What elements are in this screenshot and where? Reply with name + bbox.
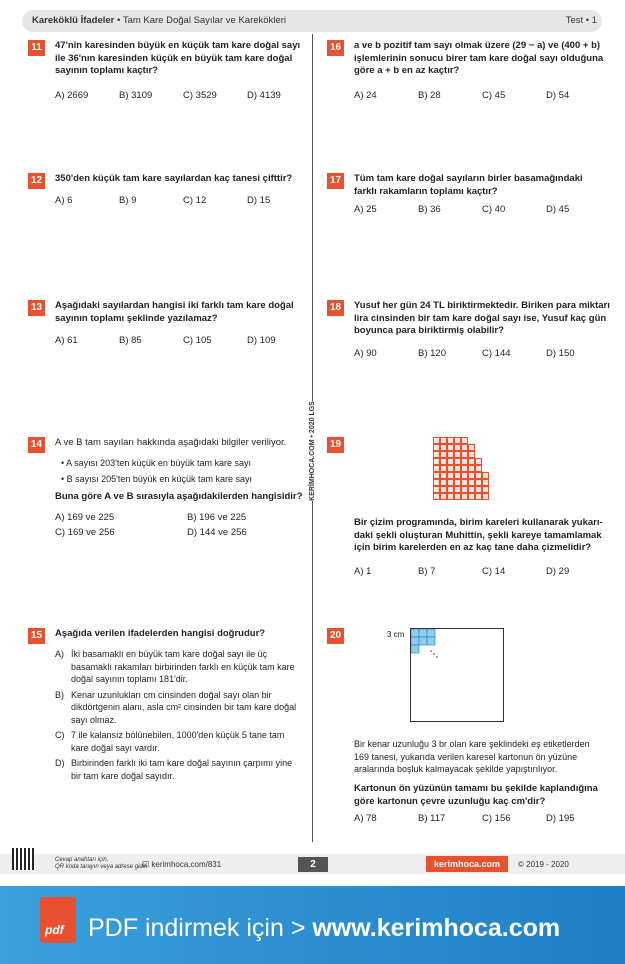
option-d[interactable]: D) 54 [546,90,570,101]
unit-square [468,437,475,444]
unit-square [475,472,482,479]
unit-square [454,493,461,500]
copyright: © 2019 - 2020 [518,860,569,869]
unit-square [482,458,489,465]
question-18 [327,300,612,365]
unit-square [461,472,468,479]
option-c[interactable]: C) 45 [482,90,506,101]
question-number: 20 [327,628,344,644]
question-16 [327,40,612,110]
unit-square [489,451,496,458]
unit-square [489,479,496,486]
option-a[interactable]: A) 169 ve 225 [55,512,115,523]
option-b[interactable]: B) 117 [418,813,446,824]
unit-square [454,465,461,472]
unit-square [447,444,454,451]
qr-note-line: Cevap anahtarı için, [55,857,109,863]
unit-square [489,444,496,451]
statement-label: A) [55,649,64,659]
banner-url: www.kerimhoca.com [312,914,561,942]
bullet-a: • A sayısı 203'ten küçük en büyük tam kare sayı [61,458,251,468]
subject: Kareköklü İfadeler [32,15,115,26]
unit-square [468,444,475,451]
unit-square [482,444,489,451]
unit-square [461,437,468,444]
options [354,566,610,579]
statement-text: İki basamaklı en büyük tam kare doğal sayı ile üç basamaklı rakamları birbirinden farklı en küçük tam kare doğal sayının toplamı 181'dir. [71,649,295,684]
qr-note [55,857,147,871]
banner-text[interactable] [88,914,560,943]
unit-square [447,479,454,486]
stem-line: sayının toplamı şeklinde yazılamaz? [55,312,218,324]
header-title [32,15,286,26]
question-stem [55,173,292,186]
unit-square [489,486,496,493]
option-a[interactable]: A) 6 [55,195,73,206]
unit-square [454,451,461,458]
stem-line: lira cinsinden bir tam kare doğal sayı ise, Yusuf kaç gün [354,312,607,324]
question-19 [327,437,612,582]
question-number: 19 [327,437,344,453]
question-stem [354,300,610,338]
stem-line: Kartonun ön yüzünün tamamı bu şekilde kaplandığına [354,783,598,794]
options [55,512,307,539]
statement-b[interactable] [55,689,300,727]
question-14 [28,437,308,547]
statement-label: D) [55,758,65,768]
unit-square [440,472,447,479]
option-b[interactable]: B) 36 [418,204,441,215]
question-13 [28,300,308,350]
options [55,195,311,208]
unit-square [440,479,447,486]
unit-square [468,493,475,500]
option-c[interactable]: C) 3529 [183,90,217,101]
question-number: 17 [327,173,344,189]
unit-square [440,493,447,500]
unit-square [433,465,440,472]
unit-square [482,451,489,458]
unit-square [468,451,475,458]
option-b[interactable]: B) 3109 [119,90,153,101]
unit-square [447,458,454,465]
unit-square [454,486,461,493]
question-stem: A ve B tam sayıları hakkında aşağıdaki bilgiler veriliyor. [55,437,287,448]
option-c[interactable]: C) 14 [482,566,506,577]
unit-square [475,458,482,465]
question-number: 16 [327,40,344,56]
label-tiles [411,629,441,659]
unit-square [454,458,461,465]
stem-line: 47'nin karesinden büyük en küçük tam kare doğal sayı [55,40,301,51]
unit-square [461,486,468,493]
unit-square [440,444,447,451]
option-a[interactable]: A) 90 [354,348,377,359]
option-b[interactable]: B) 28 [418,90,441,101]
qr-code-icon[interactable] [12,848,34,870]
unit-square [447,437,454,444]
option-c[interactable]: C) 12 [183,195,207,206]
unit-square [440,465,447,472]
unit-square [447,493,454,500]
unit-square [461,493,468,500]
unit-square [454,472,461,479]
question-stem [354,40,603,78]
option-c[interactable]: C) 169 ve 256 [55,526,115,538]
unit-square [433,437,440,444]
option-d[interactable]: D) 150 [546,348,575,359]
square-label: 3 cm [387,630,405,639]
unit-square [482,472,489,479]
unit-square [475,493,482,500]
option-c[interactable]: C) 156 [482,813,511,824]
question-stem [354,517,603,555]
options [354,813,610,826]
question-15 [28,628,308,803]
stem-line: ile 36'nın karesinden küçük en büyük tam kare doğal [55,52,293,64]
stem-line: 169 tanesi, yukarıda verilen karesel kartonun ön yüzüne [354,751,578,762]
unit-square [433,479,440,486]
carton-square [410,628,504,722]
unit-square [433,472,440,479]
stem-line: Aşağıdaki sayılardan hangisi iki farklı tam kare doğal [55,300,294,311]
unit-square [454,479,461,486]
option-d[interactable]: D) 195 [546,813,575,824]
options [354,204,610,217]
option-a[interactable]: A) 1 [354,566,372,577]
option-b[interactable]: B) 196 ve 225 [187,512,247,523]
question-stem [55,300,294,325]
option-c[interactable]: C) 40 [482,204,506,215]
pdf-icon-text: pdf [45,923,64,937]
question-number: 11 [28,40,45,56]
unit-square [489,493,496,500]
question-stem: Aşağıda verilen ifadelerden hangisi doğrudur? [55,628,266,639]
banner-text-pre: PDF indirmek için > [88,914,313,942]
page-number: 2 [298,857,328,872]
option-d[interactable]: D) 109 [247,335,276,346]
statement-list [55,648,300,785]
brand-badge[interactable]: kerimhoca.com [426,856,508,872]
unit-square [461,465,468,472]
unit-square [447,465,454,472]
question-17 [327,173,612,223]
unit-square [475,479,482,486]
unit-square [489,437,496,444]
statement-label: B) [55,689,64,700]
unit-square [447,451,454,458]
unit-square [461,479,468,486]
option-b[interactable]: B) 7 [418,566,436,577]
stem-line: Yusuf her gün 24 TL biriktirmektedir. Biriken para miktarı [354,300,610,311]
option-d[interactable]: D) 15 [247,195,271,206]
unit-square [468,472,475,479]
statement-text: Kenar uzunlukları cm cinsinden doğal sayı olan bir dikdörtgenin alanı, asla cm² cinsinden bir tam kare doğal sayı olmaz. [71,689,297,725]
unit-square [468,458,475,465]
option-b[interactable]: B) 9 [119,195,137,206]
options [354,348,610,361]
unit-square [454,444,461,451]
unit-square [475,465,482,472]
option-a[interactable]: A) 24 [354,90,377,101]
question-12 [28,173,308,213]
option-a[interactable]: A) 78 [354,813,377,824]
stem-line: göre kartonun çevre uzunluğu kaç cm'dir? [354,795,546,807]
unit-square [489,465,496,472]
option-b[interactable]: B) 120 [418,348,446,359]
unit-square [461,451,468,458]
stem-line: farklı rakamların toplamı kaçtır? [354,185,498,197]
test-label: Test • 1 [565,15,597,26]
question-number: 15 [28,628,45,644]
side-text: KERİMHOCA.COM • 2020 LGS [306,401,318,501]
unit-square [433,493,440,500]
unit-square [440,486,447,493]
option-a[interactable]: A) 25 [354,204,377,215]
stem-line: için birim karelerden en az kaç tane daha çizmelidir? [354,542,592,553]
option-d[interactable]: D) 29 [546,566,570,577]
question-stem [354,738,590,776]
unit-square [440,437,447,444]
question-number: 18 [327,300,344,316]
question-stem [354,173,583,198]
unit-square [447,472,454,479]
unit-square [433,458,440,465]
stem-line: Tüm tam kare doğal sayıların birler basamağındaki [354,173,583,184]
option-d[interactable]: D) 4139 [247,90,281,101]
question-20 [327,628,612,828]
stem-line: 350'den küçük tam kare sayılardan kaç tanesi çifttir? [55,173,293,184]
question-number: 13 [28,300,45,316]
unit-square [447,486,454,493]
unit-square [440,451,447,458]
option-a[interactable]: A) 2669 [55,90,89,101]
statement-text: Birbirinden farklı iki tam kare doğal sayının çarpımı yine bir tam kare doğal sayıdır. [71,758,293,781]
option-c[interactable]: C) 144 [482,348,511,359]
unit-square [461,444,468,451]
unit-square [454,437,461,444]
pdf-icon [40,897,76,943]
stem-line: Bir kenar uzunluğu 3 br olan kare şeklindeki eş etiketlerden [354,739,590,749]
stem-line: sayının toplamı kaçtır? [55,65,158,76]
statement-a[interactable] [55,648,300,686]
bullet-b: • B sayısı 205'ten büyük en küçük tam kare sayı [61,474,252,484]
stem-line: işlemlerinin sonucu birer tam kare doğal sayı olduğuna [354,52,604,64]
statement-d[interactable] [55,757,300,782]
unit-square [475,451,482,458]
unit-square [482,465,489,472]
question-number: 14 [28,437,45,453]
stem-line: a ve b pozitif tam sayı olmak üzere (29 − a) ve (400 + b) [354,40,601,51]
stem-line: boyunca para biriktirmiş olabilir? [354,325,504,336]
unit-square-figure [433,437,496,500]
stem-line: göre a + b en az kaçtır? [354,65,460,76]
stem-line: aralarında boşluk kalmayacak şekilde yapıştırılıyor. [354,764,558,774]
unit-square [482,437,489,444]
statement-text: 7 ile kalansız bölünebilen, 1000'den küçük 5 tane tam kare doğal sayı vardır. [71,730,285,753]
option-a[interactable]: A) 61 [55,335,78,346]
unit-square [433,486,440,493]
unit-square [475,444,482,451]
options [55,90,311,103]
unit-square [489,458,496,465]
statement-c[interactable] [55,729,300,754]
unit-square [482,486,489,493]
sep: • [117,15,121,26]
option-c[interactable]: C) 105 [183,335,212,346]
unit-square [489,472,496,479]
unit-square [482,479,489,486]
question-prompt [354,783,598,808]
unit-square [468,486,475,493]
unit-square [433,451,440,458]
unit-square [475,437,482,444]
qr-note-line: QR koda tarayın veya adrese gidin [55,864,148,870]
question-stem [55,40,300,78]
unit-square [475,486,482,493]
stem-line: Bir çizim programında, birim kareleri kullanarak yukarı- [354,517,603,528]
unit-square [433,444,440,451]
question-11 [28,40,308,110]
option-b[interactable]: B) 85 [119,335,142,346]
unit-square [482,493,489,500]
option-d[interactable]: D) 45 [546,204,570,215]
stem-line: daki şekli oluşturan Muhittin, şekli kareye tamamlamak [354,529,602,541]
statement-label: C) [55,730,65,740]
option-d[interactable]: D) 144 ve 256 [187,526,247,538]
question-number: 12 [28,173,45,189]
question-prompt: Buna göre A ve B sırasıyla aşağıdakilerden hangisidir? [55,491,303,502]
unit-square [468,479,475,486]
unit-square [468,465,475,472]
unit-square [461,458,468,465]
answer-key-link[interactable]: ☑ kerimhoca.com/831 [142,860,222,869]
topic: Tam Kare Doğal Sayılar ve Karekökleri [122,15,286,26]
unit-square [440,458,447,465]
options [55,335,311,348]
options [354,90,610,103]
